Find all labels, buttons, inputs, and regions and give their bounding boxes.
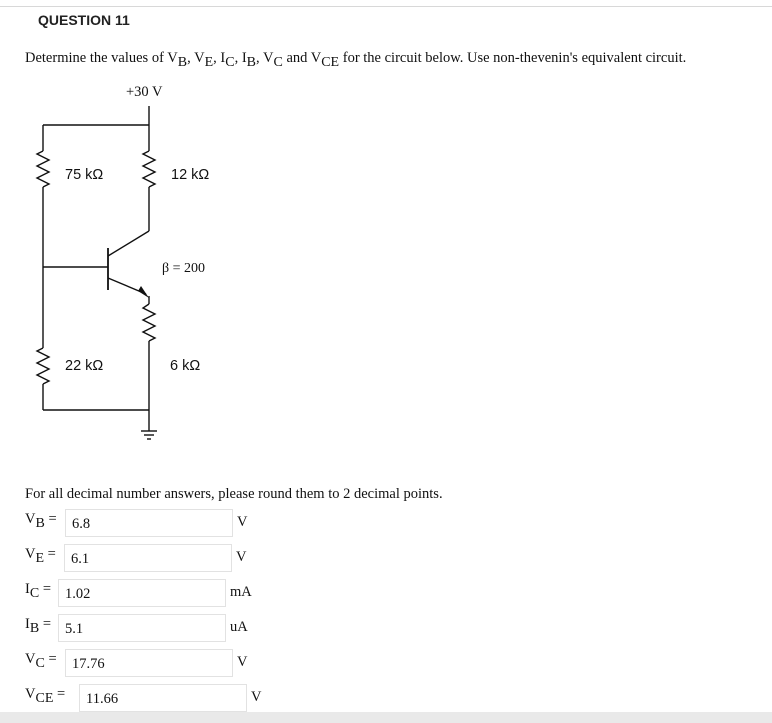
rounding-instruction: For all decimal number answers, please round them to 2 decimal points. — [25, 486, 443, 502]
supply-label: +30 V — [126, 84, 163, 100]
ib-unit: uA — [230, 619, 248, 635]
vb-unit: V — [237, 514, 248, 530]
top-divider — [0, 6, 772, 7]
ve-input[interactable]: 6.1 — [64, 544, 232, 572]
ic-unit: mA — [230, 584, 252, 600]
ic-input[interactable]: 1.02 — [58, 579, 226, 607]
re-zigzag — [143, 304, 155, 341]
bottom-scroll-strip — [0, 712, 772, 723]
vb-label: $V_B$ = — [25, 511, 57, 531]
ic-label: $I_C$ = — [25, 581, 51, 601]
rc-label: 12 kΩ — [171, 167, 210, 183]
ve-unit: V — [236, 549, 247, 565]
vce-label: $V_{CE}$ = — [25, 686, 66, 706]
transistor-collector-lead — [108, 231, 149, 256]
emitter-arrow-icon — [138, 286, 149, 298]
r1-zigzag — [37, 151, 49, 187]
ib-label: $I_B$ = — [25, 616, 51, 636]
ib-input[interactable]: 5.1 — [58, 614, 226, 642]
r2-zigzag — [37, 348, 49, 384]
beta-label: β = 200 — [162, 261, 206, 276]
re-label: 6 kΩ — [170, 358, 201, 374]
vce-input[interactable]: 11.66 — [79, 684, 247, 712]
vce-unit: V — [251, 689, 262, 705]
vc-unit: V — [237, 654, 248, 670]
vc-input[interactable]: 17.76 — [65, 649, 233, 677]
vb-input[interactable]: 6.8 — [65, 509, 233, 537]
question-prompt: Determine the values of $V_B$, $V_E$, $I_C$, $I_B$, $V_C$ and $V_{CE}$ for the circuit below. Use non-thevenin's equivalent circuit. — [25, 50, 687, 70]
r1-label: 75 kΩ — [65, 167, 104, 183]
r2-label: 22 kΩ — [65, 358, 104, 374]
rc-zigzag — [143, 151, 155, 187]
vc-label: $V_C$ = — [25, 651, 57, 671]
circuit-diagram — [0, 76, 300, 456]
question-title: QUESTION 11 — [38, 12, 130, 28]
ve-label: $V_E$ = — [25, 546, 56, 566]
